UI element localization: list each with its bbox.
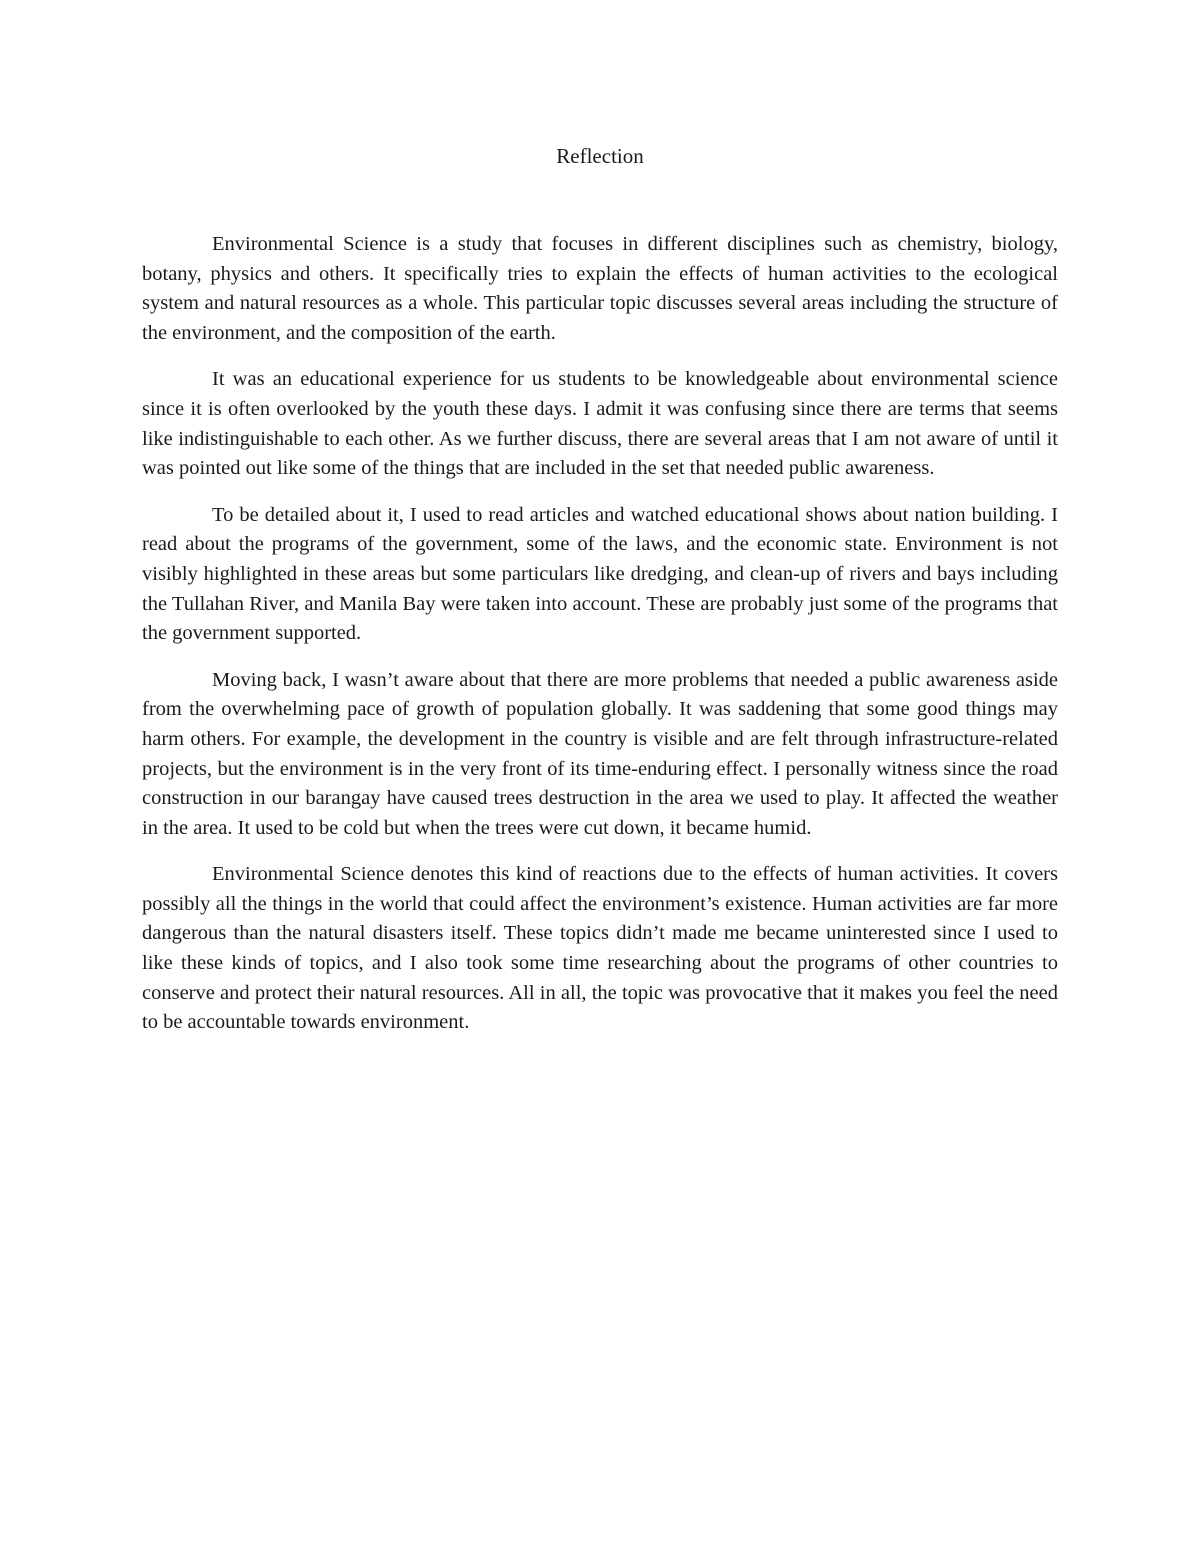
paragraph-2: It was an educational experience for us students to be knowledgeable about environmental science since it is often overlooked by the youth these days. I admit it was confusing since there are terms that seems like indistinguishable to each other. As we further discuss, there are several areas that I am not aware of until it was pointed out like some of the things that are included in the set that needed public awareness. xyxy=(142,368,1058,480)
document-title: Reflection xyxy=(556,144,644,168)
paragraph-3: To be detailed about it, I used to read articles and watched educational shows about nation building. I read about the programs of the government, some of the laws, and the economic state. Environment is not visibly highlighted in these areas but some particulars like dredging, and clean-up of rivers and bays including the Tullahan River, and Manila Bay were taken into account. These are probably just some of the programs that the government supported. xyxy=(142,503,1058,645)
paragraph-5: Environmental Science denotes this kind of reactions due to the effects of human activities. It covers possibly all the things in the world that could affect the environment’s existence. Human activities are far more dangerous than the natural disasters itself. These topics didn’t made me became uninterested since I used to like these kinds of topics, and I also took some time researching about the programs of other countries to conserve and protect their natural resources. All in all, the topic was provocative that it makes you feel the need to be accountable towards environment. xyxy=(142,863,1058,1034)
paragraph-4: Moving back, I wasn’t aware about that there are more problems that needed a public awareness aside from the overwhelming pace of growth of population globally. It was saddening that some good things may harm others. For example, the development in the country is visible and are felt through infrastructure-related projects, but the environment is in the very front of its time-enduring effect. I personally witness since the road construction in our barangay have caused trees destruction in the area we used to play. It affected the weather in the area. It used to be cold but when the trees were cut down, it became humid. xyxy=(142,668,1058,839)
document-body xyxy=(142,230,1058,1055)
paragraph-1: Environmental Science is a study that focuses in different disciplines such as chemistry, biology, botany, physics and others. It specifically tries to explain the effects of human activities to the ecological system and natural resources as a whole. This particular topic discusses several areas including the structure of the environment, and the composition of the earth. xyxy=(142,233,1058,344)
